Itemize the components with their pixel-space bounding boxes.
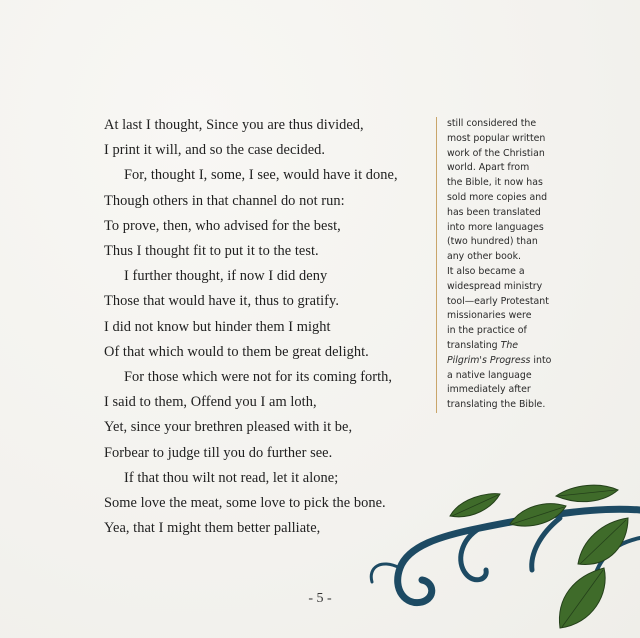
poem-line: I further thought, if now I did deny [124, 268, 328, 285]
sidebar-line: immediately after [447, 384, 531, 396]
poem-line: For those which were not for its coming forth, [124, 369, 393, 386]
book-title-text: Pilgrim's Progress [447, 354, 531, 366]
sidebar-line: Pilgrim's Progress into [447, 354, 552, 366]
poem-line: Of that which would to them be great delight. [104, 343, 369, 360]
poem-line: Yea, that I might them better palliate, [104, 520, 321, 537]
sidebar-line: translating The [447, 339, 519, 351]
poem-line: I print it will, and so the case decided. [104, 142, 326, 159]
poem-line: At last I thought, Since you are thus divided, [104, 117, 364, 133]
poem-line: Though others in that channel do not run: [104, 192, 345, 209]
sidebar-line: has been translated [447, 206, 541, 218]
sidebar-line: (two hundred) than [447, 236, 538, 248]
poem-line: I did not know but hinder them I might [104, 318, 331, 335]
sidebar-line: still considered the [447, 118, 537, 129]
sidebar-line: sold more copies and [447, 191, 548, 203]
poem-line: To prove, then, who advised for the best, [104, 217, 341, 234]
sidebar-line: world. Apart from [447, 162, 530, 174]
sidebar-line: into more languages [447, 221, 544, 233]
sidebar-line: any other book. [447, 251, 522, 263]
book-title-text: The [500, 339, 519, 351]
sidebar-line: missionaries were [447, 310, 532, 322]
sidebar-line: tool—early Protestant [447, 295, 549, 307]
sidebar-line: the Bible, it now has [447, 177, 543, 189]
sidebar-line: work of the Christian [447, 147, 545, 159]
vine-ornament-icon [360, 478, 640, 638]
poem-line: Those that would have it, thus to gratify. [104, 293, 339, 310]
sidebar-line: most popular written [447, 132, 546, 144]
page-number: - 5 - [308, 591, 332, 606]
sidebar-line: It also became a [447, 265, 525, 277]
sidebar-line: in the practice of [447, 325, 527, 337]
poem-line: Forbear to judge till you do further see. [104, 444, 333, 461]
sidebar-line: translating the Bible. [447, 399, 546, 411]
sidebar-line: widespread ministry [447, 280, 543, 292]
poem-line: I said to them, Offend you I am loth, [104, 394, 317, 411]
poem-line: Some love the meat, some love to pick the bone. [104, 495, 386, 512]
sidebar-note [436, 117, 567, 413]
poem-line: For, thought I, some, I see, would have it done, [124, 167, 398, 184]
poem-line: Thus I thought fit to put it to the test. [104, 243, 319, 260]
sidebar-line: a native language [447, 369, 532, 381]
poem-line: If that thou wilt not read, let it alone; [124, 469, 339, 486]
poem-line: Yet, since your brethren pleased with it be, [104, 419, 353, 436]
